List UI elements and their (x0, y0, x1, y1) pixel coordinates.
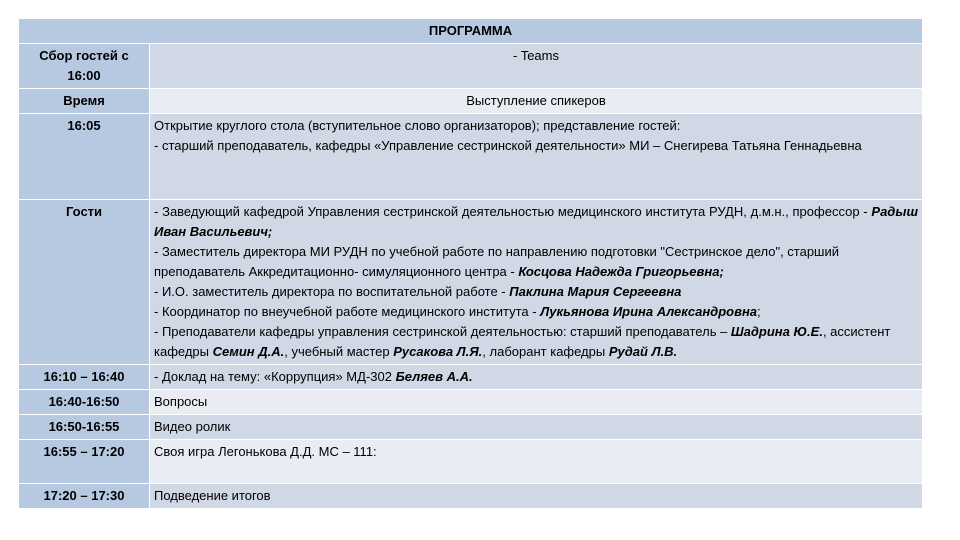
time-cell: 16:55 – 17:20 (19, 440, 150, 484)
program-table (18, 18, 923, 509)
guests-cell (150, 200, 923, 365)
table-row (19, 365, 923, 390)
event-cell: Вопросы (150, 390, 923, 415)
time-cell: 16:10 – 16:40 (19, 365, 150, 390)
time-cell: 16:05 (19, 114, 150, 200)
time-cell: 17:20 – 17:30 (19, 484, 150, 509)
table-row (19, 390, 923, 415)
table-row (19, 44, 923, 89)
guest-name: Радыш Иван Васильевич; (154, 204, 919, 239)
guest-item: - Координатор по внеучебной работе медицинского института - Лукьянова Ирина Александровна; (154, 304, 761, 319)
guest-name: Паклина Мария Сергеевна (509, 284, 682, 299)
guest-name: Косцова Надежда Григорьевна; (518, 264, 724, 279)
time-cell: 16:40-16:50 (19, 390, 150, 415)
guest-name: Рудай Л.В. (608, 344, 678, 359)
event-cell: Своя игра Легонькова Д.Д. МС – 111: (150, 440, 923, 484)
time-cell: Гости (19, 200, 150, 365)
guest-item: - Преподаватели кафедры управления сестринской деятельностью: старший преподаватель – Шадрина Ю.Е., ассистент кафедры Семин Д.А., учебный мастер Русакова Л.Я., лаборант кафедры Рудай Л.В. (154, 324, 891, 359)
event-cell: - Доклад на тему: «Коррупция» МД-302 Беляев А.А. (150, 365, 923, 390)
guest-name: Семин Д.А. (212, 344, 285, 359)
event-cell: - Teams (150, 44, 923, 89)
guest-name: Лукьянова Ирина Александровна (540, 304, 758, 319)
table-row (19, 440, 923, 484)
time-cell: Сбор гостей с 16:00 (19, 44, 150, 89)
table-row (19, 200, 923, 365)
table-row (19, 114, 923, 200)
event-cell: Выступление спикеров (150, 89, 923, 114)
event-cell: Видео ролик (150, 415, 923, 440)
event-text: Открытие круглого стола (вступительное слово организаторов); представление гостей: (154, 118, 681, 133)
table-row (19, 484, 923, 509)
time-cell: 16:50-16:55 (19, 415, 150, 440)
guest-item: - Заведующий кафедрой Управления сестринской деятельностью медицинского института РУДН, д.м.н., профессор - Радыш Иван Васильевич; (154, 204, 919, 239)
guest-item: - И.О. заместитель директора по воспитательной работе - Паклина Мария Сергеевна (154, 284, 682, 299)
table-row (19, 89, 923, 114)
guest-name: Русакова Л.Я. (393, 344, 483, 359)
time-cell: Время (19, 89, 150, 114)
event-cell (150, 114, 923, 200)
table-title-row (19, 19, 923, 44)
table-row (19, 415, 923, 440)
speaker-name: Беляев А.А. (395, 369, 473, 384)
event-text: - старший преподаватель, кафедры «Управление сестринской деятельности» МИ – Снегирева Татьяна Геннадьевна (154, 138, 862, 153)
guest-name: Шадрина Ю.Е. (730, 324, 823, 339)
program-title: ПРОГРАММА (19, 19, 923, 44)
guest-item: - Заместитель директора МИ РУДН по учебной работе по направлению подготовки "Сестринское дело", старший преподаватель Аккредитационно- симуляционного центра - Косцова Надежда Григорьевна; (154, 244, 840, 279)
event-cell: Подведение итогов (150, 484, 923, 509)
